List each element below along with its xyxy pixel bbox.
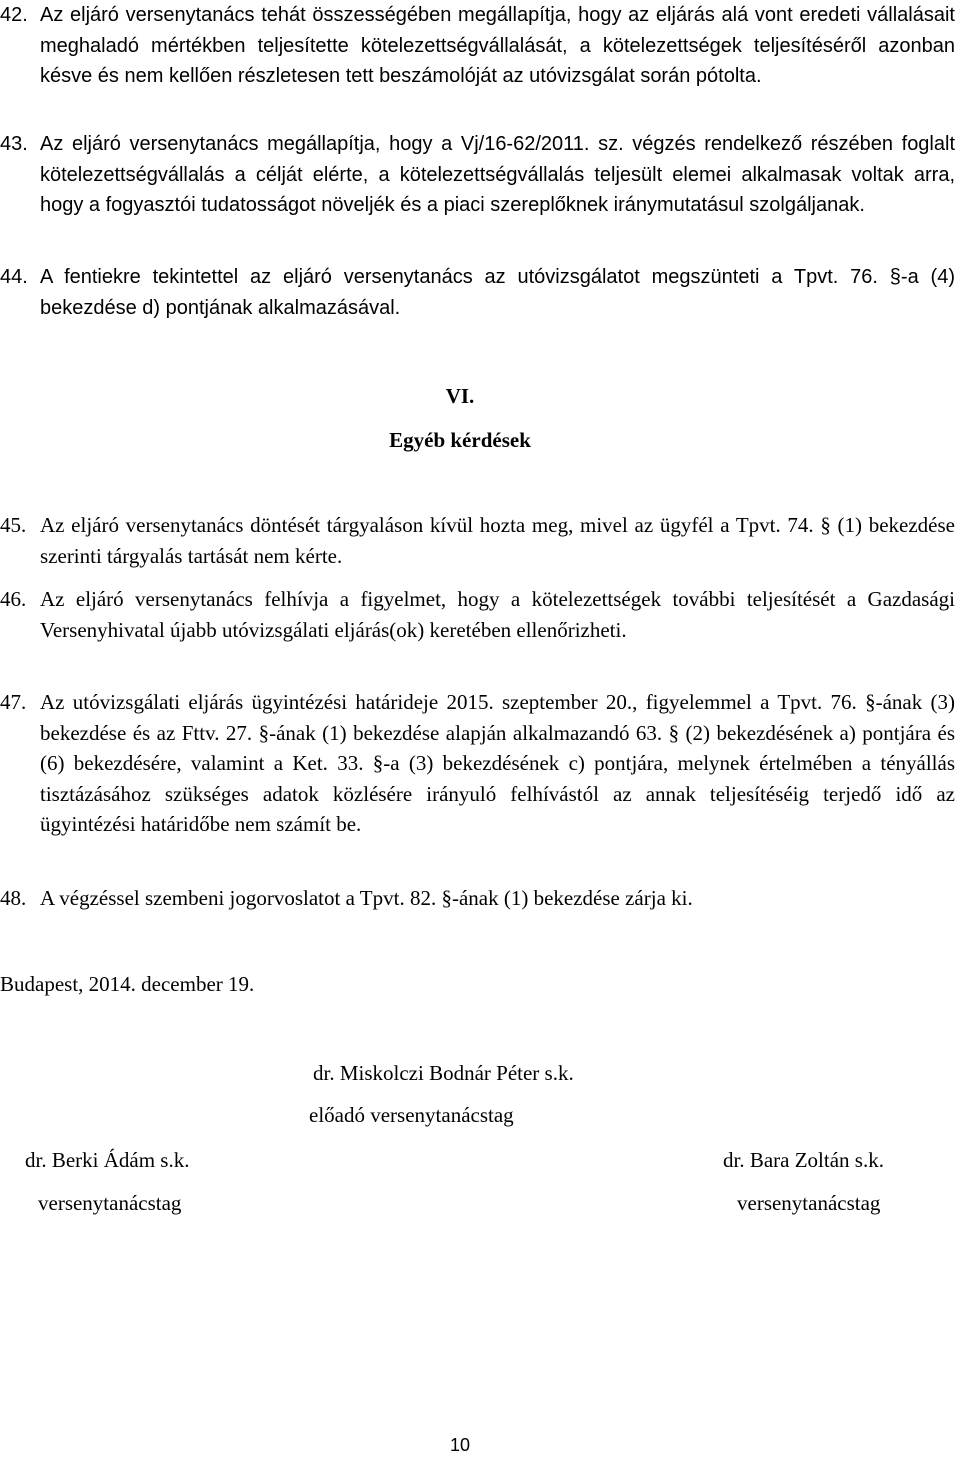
- section-number: VI.: [445, 384, 475, 408]
- paragraph-46: [0, 584, 955, 645]
- right-signatory-name: dr. Bara Zoltán s.k.: [723, 1148, 884, 1172]
- paragraph-text: Az eljáró versenytanács döntését tárgyaláson kívül hozta meg, mivel az ügyfél a Tpvt. 74. § (1) bekezdése szerinti tárgyalás tartását nem kérte.: [40, 513, 955, 568]
- paragraph-text: A fentiekre tekintettel az eljáró versenytanács az utóvizsgálatot megszünteti a Tpvt. 76. §-a (4) bekezdése d) pontjának alkalmazásával.: [40, 266, 955, 319]
- paragraph-44: [0, 262, 955, 323]
- paragraph-48: [0, 883, 955, 914]
- paragraph-number: 48.: [0, 886, 27, 910]
- paragraph-number: 43.: [0, 133, 28, 155]
- left-signatory-name: dr. Berki Ádám s.k.: [25, 1148, 190, 1172]
- rapporteur-role: előadó versenytanácstag: [309, 1103, 514, 1127]
- paragraph-number: 42.: [0, 4, 28, 26]
- page-number: 10: [449, 1435, 471, 1455]
- left-signatory-role: versenytanácstag: [38, 1191, 182, 1215]
- rapporteur-name: dr. Miskolczi Bodnár Péter s.k.: [313, 1061, 574, 1085]
- paragraph-42: [0, 0, 955, 92]
- paragraph-text: A végzéssel szembeni jogorvoslatot a Tpvt. 82. §-ának (1) bekezdése zárja ki.: [40, 886, 693, 910]
- paragraph-number: 46.: [0, 587, 27, 611]
- section-title: Egyéb kérdések: [389, 428, 531, 452]
- paragraph-text: Az eljáró versenytanács tehát összességében megállapítja, hogy az eljárás alá vont eredeti vállalásait meghaladó mértékben teljesítette kötelezettségvállalását, a kötelezettségek teljesítéséről azonban késve és nem kellően részletesen tett beszámolóját az utóvizsgálat során pótolta.: [40, 4, 955, 87]
- right-signatory-role: versenytanácstag: [737, 1191, 881, 1215]
- paragraph-number: 44.: [0, 266, 28, 288]
- paragraph-text: Az eljáró versenytanács megállapítja, hogy a Vj/16-62/2011. sz. végzés rendelkező részében foglalt kötelezettségvállalás a célját elérte, a kötelezettségvállalás teljesült elemei alkalmasak voltak arra, hogy a fogyasztói tudatosságot növeljék és a piaci szereplőknek iránymutatásul szolgáljanak.: [40, 133, 955, 216]
- paragraph-43: [0, 129, 955, 221]
- paragraph-number: 47.: [0, 690, 27, 714]
- paragraph-text: Az eljáró versenytanács felhívja a figyelmet, hogy a kötelezettségek további teljesítését a Gazdasági Versenyhivatal újabb utóvizsgálati eljárás(ok) keretében ellenőrizheti.: [40, 587, 955, 642]
- paragraph-47: [0, 687, 955, 840]
- paragraph-45: [0, 510, 955, 571]
- place-date: Budapest, 2014. december 19.: [0, 972, 255, 996]
- paragraph-text: Az utóvizsgálati eljárás ügyintézési határideje 2015. szeptember 20., figyelemmel a Tpvt. 76. §-ának (3) bekezdése és az Fttv. 27. §-ának (1) bekezdése alapján alkalmazandó 63. § (2) bekezdésének a) pontjára és (6) bekezdésére, valamint a Ket. 33. §-a (3) bekezdésének c) pontjára, melynek értelmében a tényállás tisztázásához szükséges adatok közlésére irányuló felhívástól az annak teljesítéséig terjedő idő az ügyintézési határidőbe nem számít be.: [40, 690, 955, 836]
- paragraph-number: 45.: [0, 513, 27, 537]
